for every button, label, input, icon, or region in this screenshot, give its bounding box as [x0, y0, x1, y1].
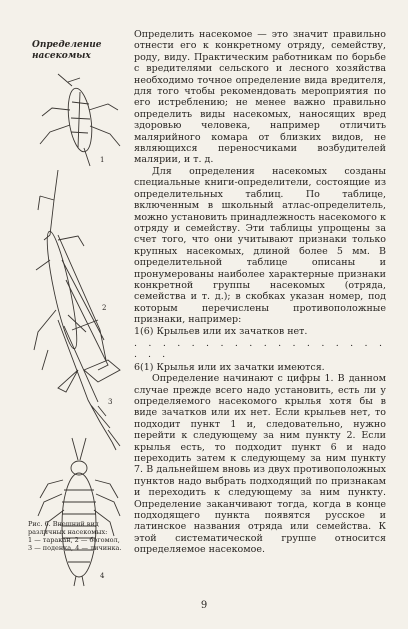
- paragraph-procedure: Определение начинают с цифры 1. В данном случае прежде всего надо установить, есть ли у определяемого насекомого крылья хотя бы в виде зачатков или их нет. Если крыльев нет, то подходит пункт 1 и, следовательно, нужно перейти к следующему за ним пункту 2. Если крылья есть, то подходит пункт 6 и надо переходить затем к следующему за ним пункту 7. В дальнейшем вновь из двух противоположных пунктов надо выбрать подходящий по признакам и переходить к следующему за ним пункту. Определение заканчивают тогда, когда в конце подходящего пункта появятся русское и латинское названия отряда или семейства. К этой систематической группе относится определяемое насекомое.: [134, 373, 386, 556]
- page-number: 9: [200, 600, 208, 611]
- key-entry-6: 6(1) Крылья или их зачатки имеются.: [134, 361, 325, 373]
- cockroach-drawing: [40, 74, 120, 166]
- figure-label-1: 1: [100, 156, 105, 164]
- margin-heading-line-1: Определение: [32, 40, 102, 50]
- main-text-column: [134, 29, 386, 556]
- mantis-drawing: [34, 170, 108, 370]
- caption-line: 1 — таракан, 2 — богомол,: [28, 536, 120, 544]
- larva-drawing: [38, 438, 120, 586]
- caption-line: 3 — поденка, 4 — личинка.: [28, 544, 122, 552]
- caption-line: Рис. 6. Внешний вид: [28, 520, 99, 528]
- margin-heading: [32, 40, 118, 62]
- figure-label-4: 4: [100, 572, 105, 580]
- figure-label-2: 2: [102, 304, 107, 312]
- paragraph-definition: Определить насекомое — это значит правильно отнести его к конкретному отряду, семейству, роду, виду. Практическим работникам по борьбе с вредителями сельского и лесного хозяйства необходимо точное определение вида вредителя, для того чтобы рекомендовать мероприятия по его истреблению; не менее важно правильно определить виды насекомых, наносящих вред здоровью человека, например отличить малярийного комара от близких видов, не являющихся переносчиками возбудителей малярии, и т. д.: [134, 29, 386, 166]
- figure-label-3: 3: [108, 398, 113, 406]
- figure-caption: [28, 520, 130, 552]
- mayfly-drawing: [58, 320, 120, 450]
- key-entry-1: 1(6) Крыльев или их зачатков нет.: [134, 325, 308, 337]
- paragraph-identification-keys: Для определения насекомых созданы специальные книги-определители, состоящие из определительных таблиц. По таблице, включенным в школьный атлас-определитель, можно установить принадлежность насекомого к отряду и семейству. Эти таблицы упрощены за счет того, что они учитывают признаки только крупных насекомых, длиной более 5 мм. В определительной таблице описаны и пронумерованы наиболее характерные признаки конкретной группы насекомых (отряда, семейства и т. д.); в скобках указан номер, под которым перечислены противоположные признаки, например:: [134, 165, 386, 326]
- key-ellipsis: . . . . . . . . . . . . . . . . . . . . .: [134, 337, 386, 361]
- caption-line: различных насекомых:: [28, 528, 108, 536]
- margin-heading-line-2: насекомых: [32, 51, 91, 61]
